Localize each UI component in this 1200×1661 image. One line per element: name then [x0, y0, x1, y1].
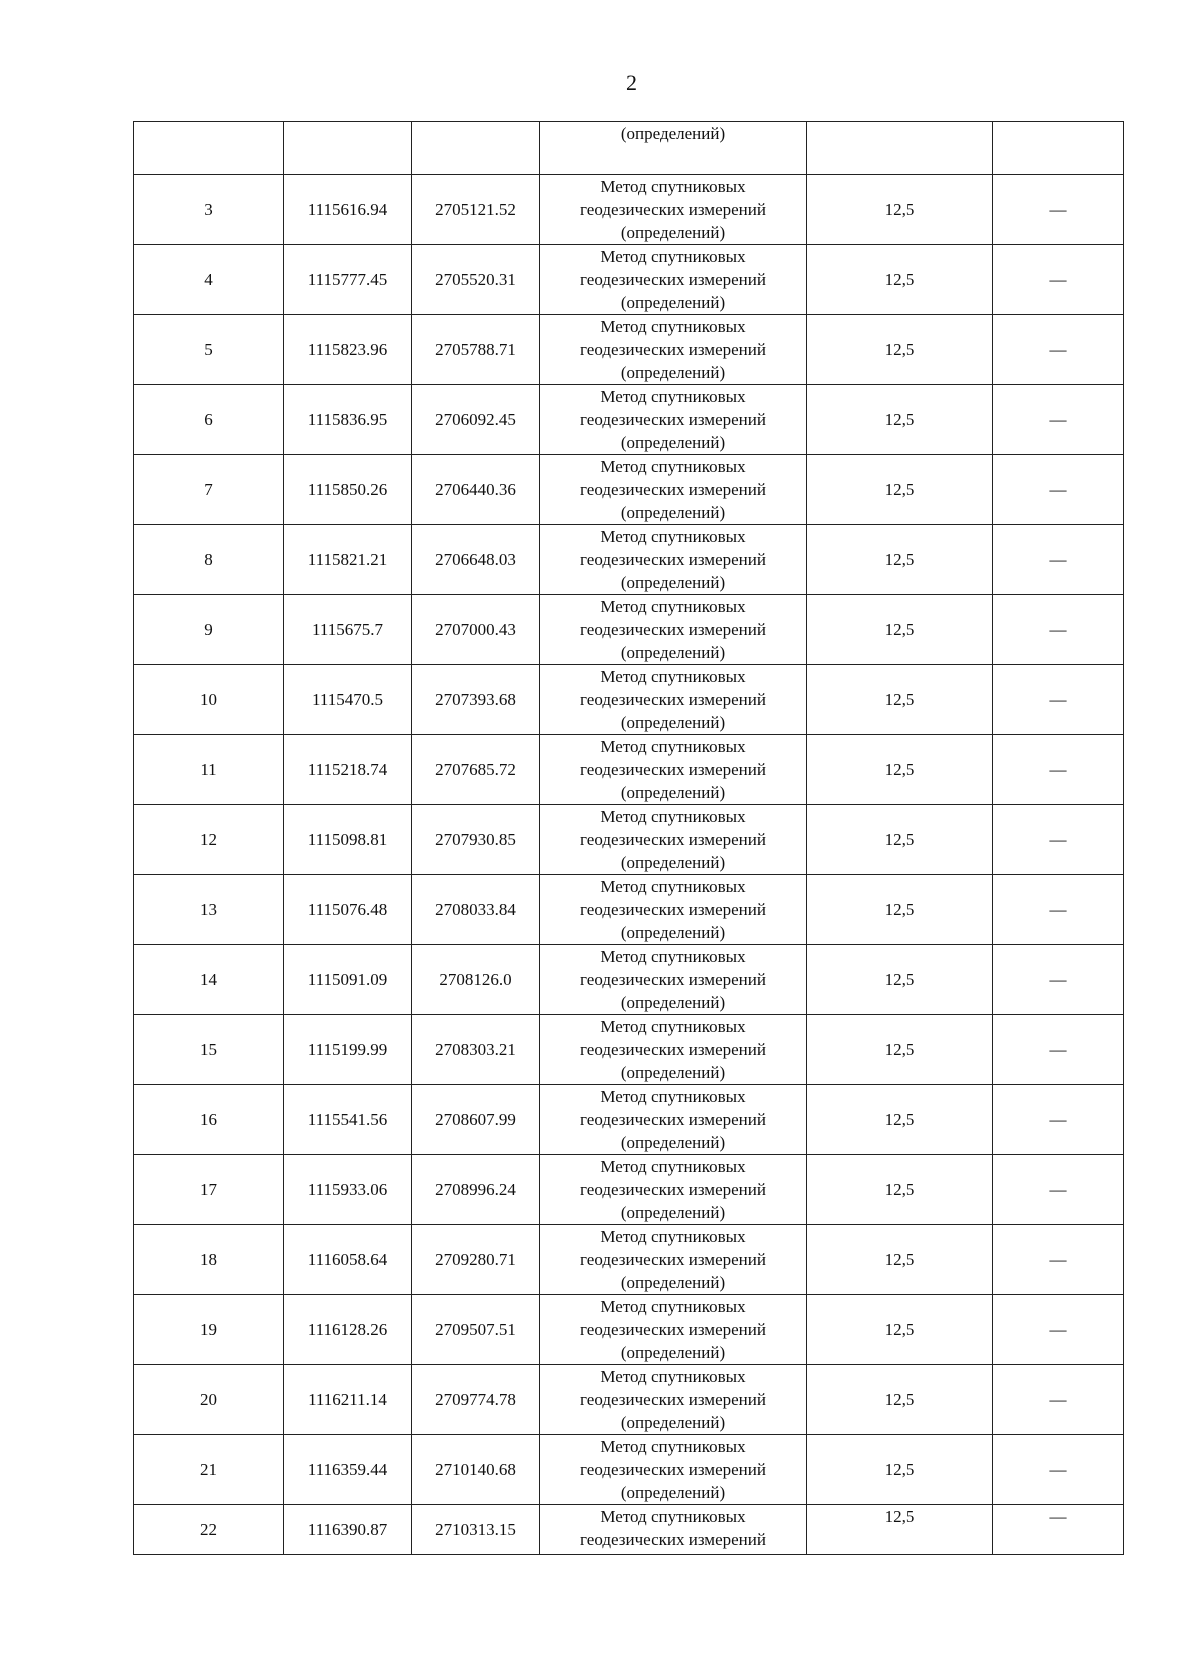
- point-number-cell: 11: [134, 735, 284, 805]
- note-cell: —: [993, 1505, 1124, 1555]
- method-line: (определений): [620, 713, 726, 732]
- point-number-cell: 16: [134, 1085, 284, 1155]
- y-coordinate-cell: 2709280.71: [412, 1225, 540, 1295]
- accuracy-cell: 12,5: [807, 525, 993, 595]
- table-row: [134, 1085, 1124, 1155]
- method-line: (определений): [620, 124, 726, 143]
- note-cell: —: [993, 1295, 1124, 1365]
- point-number-cell: 19: [134, 1295, 284, 1365]
- x-coordinate-cell: 1116128.26: [284, 1295, 412, 1365]
- table-row: [134, 175, 1124, 245]
- x-coordinate-cell: [284, 122, 412, 175]
- accuracy-cell: 12,5: [807, 945, 993, 1015]
- y-coordinate-cell: 2707685.72: [412, 735, 540, 805]
- table-row: [134, 665, 1124, 735]
- point-number-cell: 20: [134, 1365, 284, 1435]
- note-cell: —: [993, 455, 1124, 525]
- accuracy-cell: 12,5: [807, 1295, 993, 1365]
- x-coordinate-cell: 1115933.06: [284, 1155, 412, 1225]
- method-line: геодезических измерений: [580, 620, 766, 639]
- method-line: Метод спутниковых: [600, 597, 746, 616]
- method-line: Метод спутниковых: [600, 667, 746, 686]
- method-line: (определений): [620, 1413, 726, 1432]
- accuracy-cell: 12,5: [807, 175, 993, 245]
- point-number-cell: [134, 122, 284, 175]
- y-coordinate-cell: 2706648.03: [412, 525, 540, 595]
- method-line: (определений): [620, 783, 726, 802]
- method-line: геодезических измерений: [580, 340, 766, 359]
- table-row: [134, 1505, 1124, 1555]
- accuracy-cell: 12,5: [807, 1505, 993, 1555]
- method-line: Метод спутниковых: [600, 1437, 746, 1456]
- method-line: (определений): [620, 1063, 726, 1082]
- y-coordinate-cell: 2708303.21: [412, 1015, 540, 1085]
- method-line: Метод спутниковых: [600, 1507, 746, 1526]
- note-cell: —: [993, 245, 1124, 315]
- y-coordinate-cell: 2708996.24: [412, 1155, 540, 1225]
- method-cell: [540, 1155, 807, 1225]
- method-line: геодезических измерений: [580, 760, 766, 779]
- x-coordinate-cell: 1116390.87: [284, 1505, 412, 1555]
- note-cell: —: [993, 735, 1124, 805]
- method-line: геодезических измерений: [580, 970, 766, 989]
- method-line: Метод спутниковых: [600, 527, 746, 546]
- x-coordinate-cell: 1115076.48: [284, 875, 412, 945]
- method-cell: [540, 525, 807, 595]
- table-row: [134, 1225, 1124, 1295]
- accuracy-cell: 12,5: [807, 1085, 993, 1155]
- note-cell: —: [993, 1085, 1124, 1155]
- y-coordinate-cell: 2705520.31: [412, 245, 540, 315]
- method-line: Метод спутниковых: [600, 807, 746, 826]
- point-number-cell: 9: [134, 595, 284, 665]
- method-cell: [540, 455, 807, 525]
- point-number-cell: 10: [134, 665, 284, 735]
- table-row: [134, 1365, 1124, 1435]
- accuracy-cell: 12,5: [807, 665, 993, 735]
- x-coordinate-cell: 1115836.95: [284, 385, 412, 455]
- method-line: геодезических измерений: [580, 1040, 766, 1059]
- method-line: Метод спутниковых: [600, 1017, 746, 1036]
- point-number-cell: 22: [134, 1505, 284, 1555]
- method-line: геодезических измерений: [580, 480, 766, 499]
- method-line: геодезических измерений: [580, 1460, 766, 1479]
- y-coordinate-cell: 2705121.52: [412, 175, 540, 245]
- method-cell: [540, 245, 807, 315]
- method-line: геодезических измерений: [580, 410, 766, 429]
- method-line: геодезических измерений: [580, 830, 766, 849]
- method-line: геодезических измерений: [580, 200, 766, 219]
- accuracy-cell: 12,5: [807, 1225, 993, 1295]
- method-line: геодезических измерений: [580, 270, 766, 289]
- x-coordinate-cell: 1115777.45: [284, 245, 412, 315]
- point-number-cell: 7: [134, 455, 284, 525]
- method-cell: [540, 1295, 807, 1365]
- x-coordinate-cell: 1116359.44: [284, 1435, 412, 1505]
- y-coordinate-cell: 2708607.99: [412, 1085, 540, 1155]
- method-line: Метод спутниковых: [600, 317, 746, 336]
- x-coordinate-cell: 1116211.14: [284, 1365, 412, 1435]
- table-row: [134, 1155, 1124, 1225]
- point-number-cell: 14: [134, 945, 284, 1015]
- method-line: геодезических измерений: [580, 1390, 766, 1409]
- point-number-cell: 15: [134, 1015, 284, 1085]
- point-number-cell: 12: [134, 805, 284, 875]
- y-coordinate-cell: 2706440.36: [412, 455, 540, 525]
- method-cell: [540, 1085, 807, 1155]
- y-coordinate-cell: 2708126.0: [412, 945, 540, 1015]
- method-cell: [540, 805, 807, 875]
- method-cell: [540, 1225, 807, 1295]
- coordinates-table: [133, 121, 1124, 1555]
- method-cell: [540, 665, 807, 735]
- method-line: Метод спутниковых: [600, 1227, 746, 1246]
- note-cell: —: [993, 525, 1124, 595]
- x-coordinate-cell: 1116058.64: [284, 1225, 412, 1295]
- table-row: [134, 455, 1124, 525]
- x-coordinate-cell: 1115199.99: [284, 1015, 412, 1085]
- page-number: 2: [626, 70, 637, 95]
- accuracy-cell: 12,5: [807, 1435, 993, 1505]
- x-coordinate-cell: 1115098.81: [284, 805, 412, 875]
- note-cell: —: [993, 665, 1124, 735]
- note-cell: —: [993, 1155, 1124, 1225]
- method-line: геодезических измерений: [580, 1180, 766, 1199]
- accuracy-cell: 12,5: [807, 875, 993, 945]
- x-coordinate-cell: 1115541.56: [284, 1085, 412, 1155]
- point-number-cell: 5: [134, 315, 284, 385]
- accuracy-cell: 12,5: [807, 315, 993, 385]
- point-number-cell: 17: [134, 1155, 284, 1225]
- continuation-row: [134, 122, 1124, 175]
- method-line: Метод спутниковых: [600, 1087, 746, 1106]
- accuracy-cell: 12,5: [807, 385, 993, 455]
- method-line: геодезических измерений: [580, 1250, 766, 1269]
- method-cell: [540, 175, 807, 245]
- method-line: (определений): [620, 643, 726, 662]
- method-line: Метод спутниковых: [600, 457, 746, 476]
- point-number-cell: 18: [134, 1225, 284, 1295]
- method-line: (определений): [620, 503, 726, 522]
- method-line: (определений): [620, 433, 726, 452]
- method-line: (определений): [620, 1483, 726, 1502]
- method-line: Метод спутниковых: [600, 737, 746, 756]
- x-coordinate-cell: 1115823.96: [284, 315, 412, 385]
- accuracy-cell: 12,5: [807, 455, 993, 525]
- note-cell: —: [993, 315, 1124, 385]
- method-cell: [540, 385, 807, 455]
- y-coordinate-cell: 2706092.45: [412, 385, 540, 455]
- table-row: [134, 945, 1124, 1015]
- method-line: геодезических измерений: [580, 690, 766, 709]
- point-number-cell: 21: [134, 1435, 284, 1505]
- method-cell: [540, 1435, 807, 1505]
- method-line: Метод спутниковых: [600, 387, 746, 406]
- method-cell: [540, 735, 807, 805]
- note-cell: —: [993, 1365, 1124, 1435]
- method-line: геодезических измерений: [580, 550, 766, 569]
- point-number-cell: 3: [134, 175, 284, 245]
- method-cell: [540, 595, 807, 665]
- table-row: [134, 1015, 1124, 1085]
- y-coordinate-cell: 2705788.71: [412, 315, 540, 385]
- method-cell: [540, 1365, 807, 1435]
- table-row: [134, 735, 1124, 805]
- x-coordinate-cell: 1115091.09: [284, 945, 412, 1015]
- method-line: Метод спутниковых: [600, 947, 746, 966]
- method-cell: [540, 1505, 807, 1555]
- method-line: Метод спутниковых: [600, 177, 746, 196]
- note-cell: [993, 122, 1124, 175]
- y-coordinate-cell: [412, 122, 540, 175]
- table-row: [134, 1435, 1124, 1505]
- method-line: (определений): [620, 293, 726, 312]
- method-cell: [540, 945, 807, 1015]
- table-row: [134, 315, 1124, 385]
- method-line: геодезических измерений: [580, 900, 766, 919]
- method-line: геодезических измерений: [580, 1320, 766, 1339]
- point-number-cell: 4: [134, 245, 284, 315]
- method-line: (определений): [620, 1133, 726, 1152]
- method-line: (определений): [620, 1203, 726, 1222]
- method-line: (определений): [620, 1273, 726, 1292]
- method-cell: [540, 315, 807, 385]
- accuracy-cell: 12,5: [807, 595, 993, 665]
- table-row: [134, 525, 1124, 595]
- method-line: геодезических измерений: [580, 1110, 766, 1129]
- y-coordinate-cell: 2707930.85: [412, 805, 540, 875]
- table-row: [134, 245, 1124, 315]
- y-coordinate-cell: 2709507.51: [412, 1295, 540, 1365]
- method-line: Метод спутниковых: [600, 1297, 746, 1316]
- point-number-cell: 6: [134, 385, 284, 455]
- accuracy-cell: 12,5: [807, 735, 993, 805]
- x-coordinate-cell: 1115218.74: [284, 735, 412, 805]
- x-coordinate-cell: 1115821.21: [284, 525, 412, 595]
- table-row: [134, 385, 1124, 455]
- table-row: [134, 595, 1124, 665]
- accuracy-cell: 12,5: [807, 1015, 993, 1085]
- table-row: [134, 875, 1124, 945]
- y-coordinate-cell: 2707393.68: [412, 665, 540, 735]
- note-cell: —: [993, 385, 1124, 455]
- y-coordinate-cell: 2709774.78: [412, 1365, 540, 1435]
- point-number-cell: 13: [134, 875, 284, 945]
- accuracy-cell: 12,5: [807, 1155, 993, 1225]
- method-line: (определений): [620, 993, 726, 1012]
- method-cell: [540, 1015, 807, 1085]
- note-cell: —: [993, 805, 1124, 875]
- method-line: (определений): [620, 853, 726, 872]
- point-number-cell: 8: [134, 525, 284, 595]
- method-line: геодезических измерений: [580, 1530, 766, 1549]
- note-cell: —: [993, 175, 1124, 245]
- method-line: (определений): [620, 223, 726, 242]
- method-line: (определений): [620, 923, 726, 942]
- x-coordinate-cell: 1115616.94: [284, 175, 412, 245]
- y-coordinate-cell: 2710313.15: [412, 1505, 540, 1555]
- note-cell: —: [993, 1015, 1124, 1085]
- method-line: (определений): [620, 363, 726, 382]
- accuracy-cell: 12,5: [807, 245, 993, 315]
- method-line: (определений): [620, 573, 726, 592]
- y-coordinate-cell: 2707000.43: [412, 595, 540, 665]
- note-cell: —: [993, 875, 1124, 945]
- note-cell: —: [993, 1225, 1124, 1295]
- x-coordinate-cell: 1115675.7: [284, 595, 412, 665]
- table-row: [134, 1295, 1124, 1365]
- table-row: [134, 805, 1124, 875]
- method-line: Метод спутниковых: [600, 247, 746, 266]
- note-cell: —: [993, 945, 1124, 1015]
- method-line: Метод спутниковых: [600, 877, 746, 896]
- accuracy-cell: 12,5: [807, 805, 993, 875]
- note-cell: —: [993, 595, 1124, 665]
- y-coordinate-cell: 2710140.68: [412, 1435, 540, 1505]
- method-cell: [540, 875, 807, 945]
- x-coordinate-cell: 1115850.26: [284, 455, 412, 525]
- method-line: (определений): [620, 1343, 726, 1362]
- method-cell: [540, 122, 807, 175]
- method-line: Метод спутниковых: [600, 1367, 746, 1386]
- note-cell: —: [993, 1435, 1124, 1505]
- accuracy-cell: [807, 122, 993, 175]
- x-coordinate-cell: 1115470.5: [284, 665, 412, 735]
- y-coordinate-cell: 2708033.84: [412, 875, 540, 945]
- method-line: Метод спутниковых: [600, 1157, 746, 1176]
- accuracy-cell: 12,5: [807, 1365, 993, 1435]
